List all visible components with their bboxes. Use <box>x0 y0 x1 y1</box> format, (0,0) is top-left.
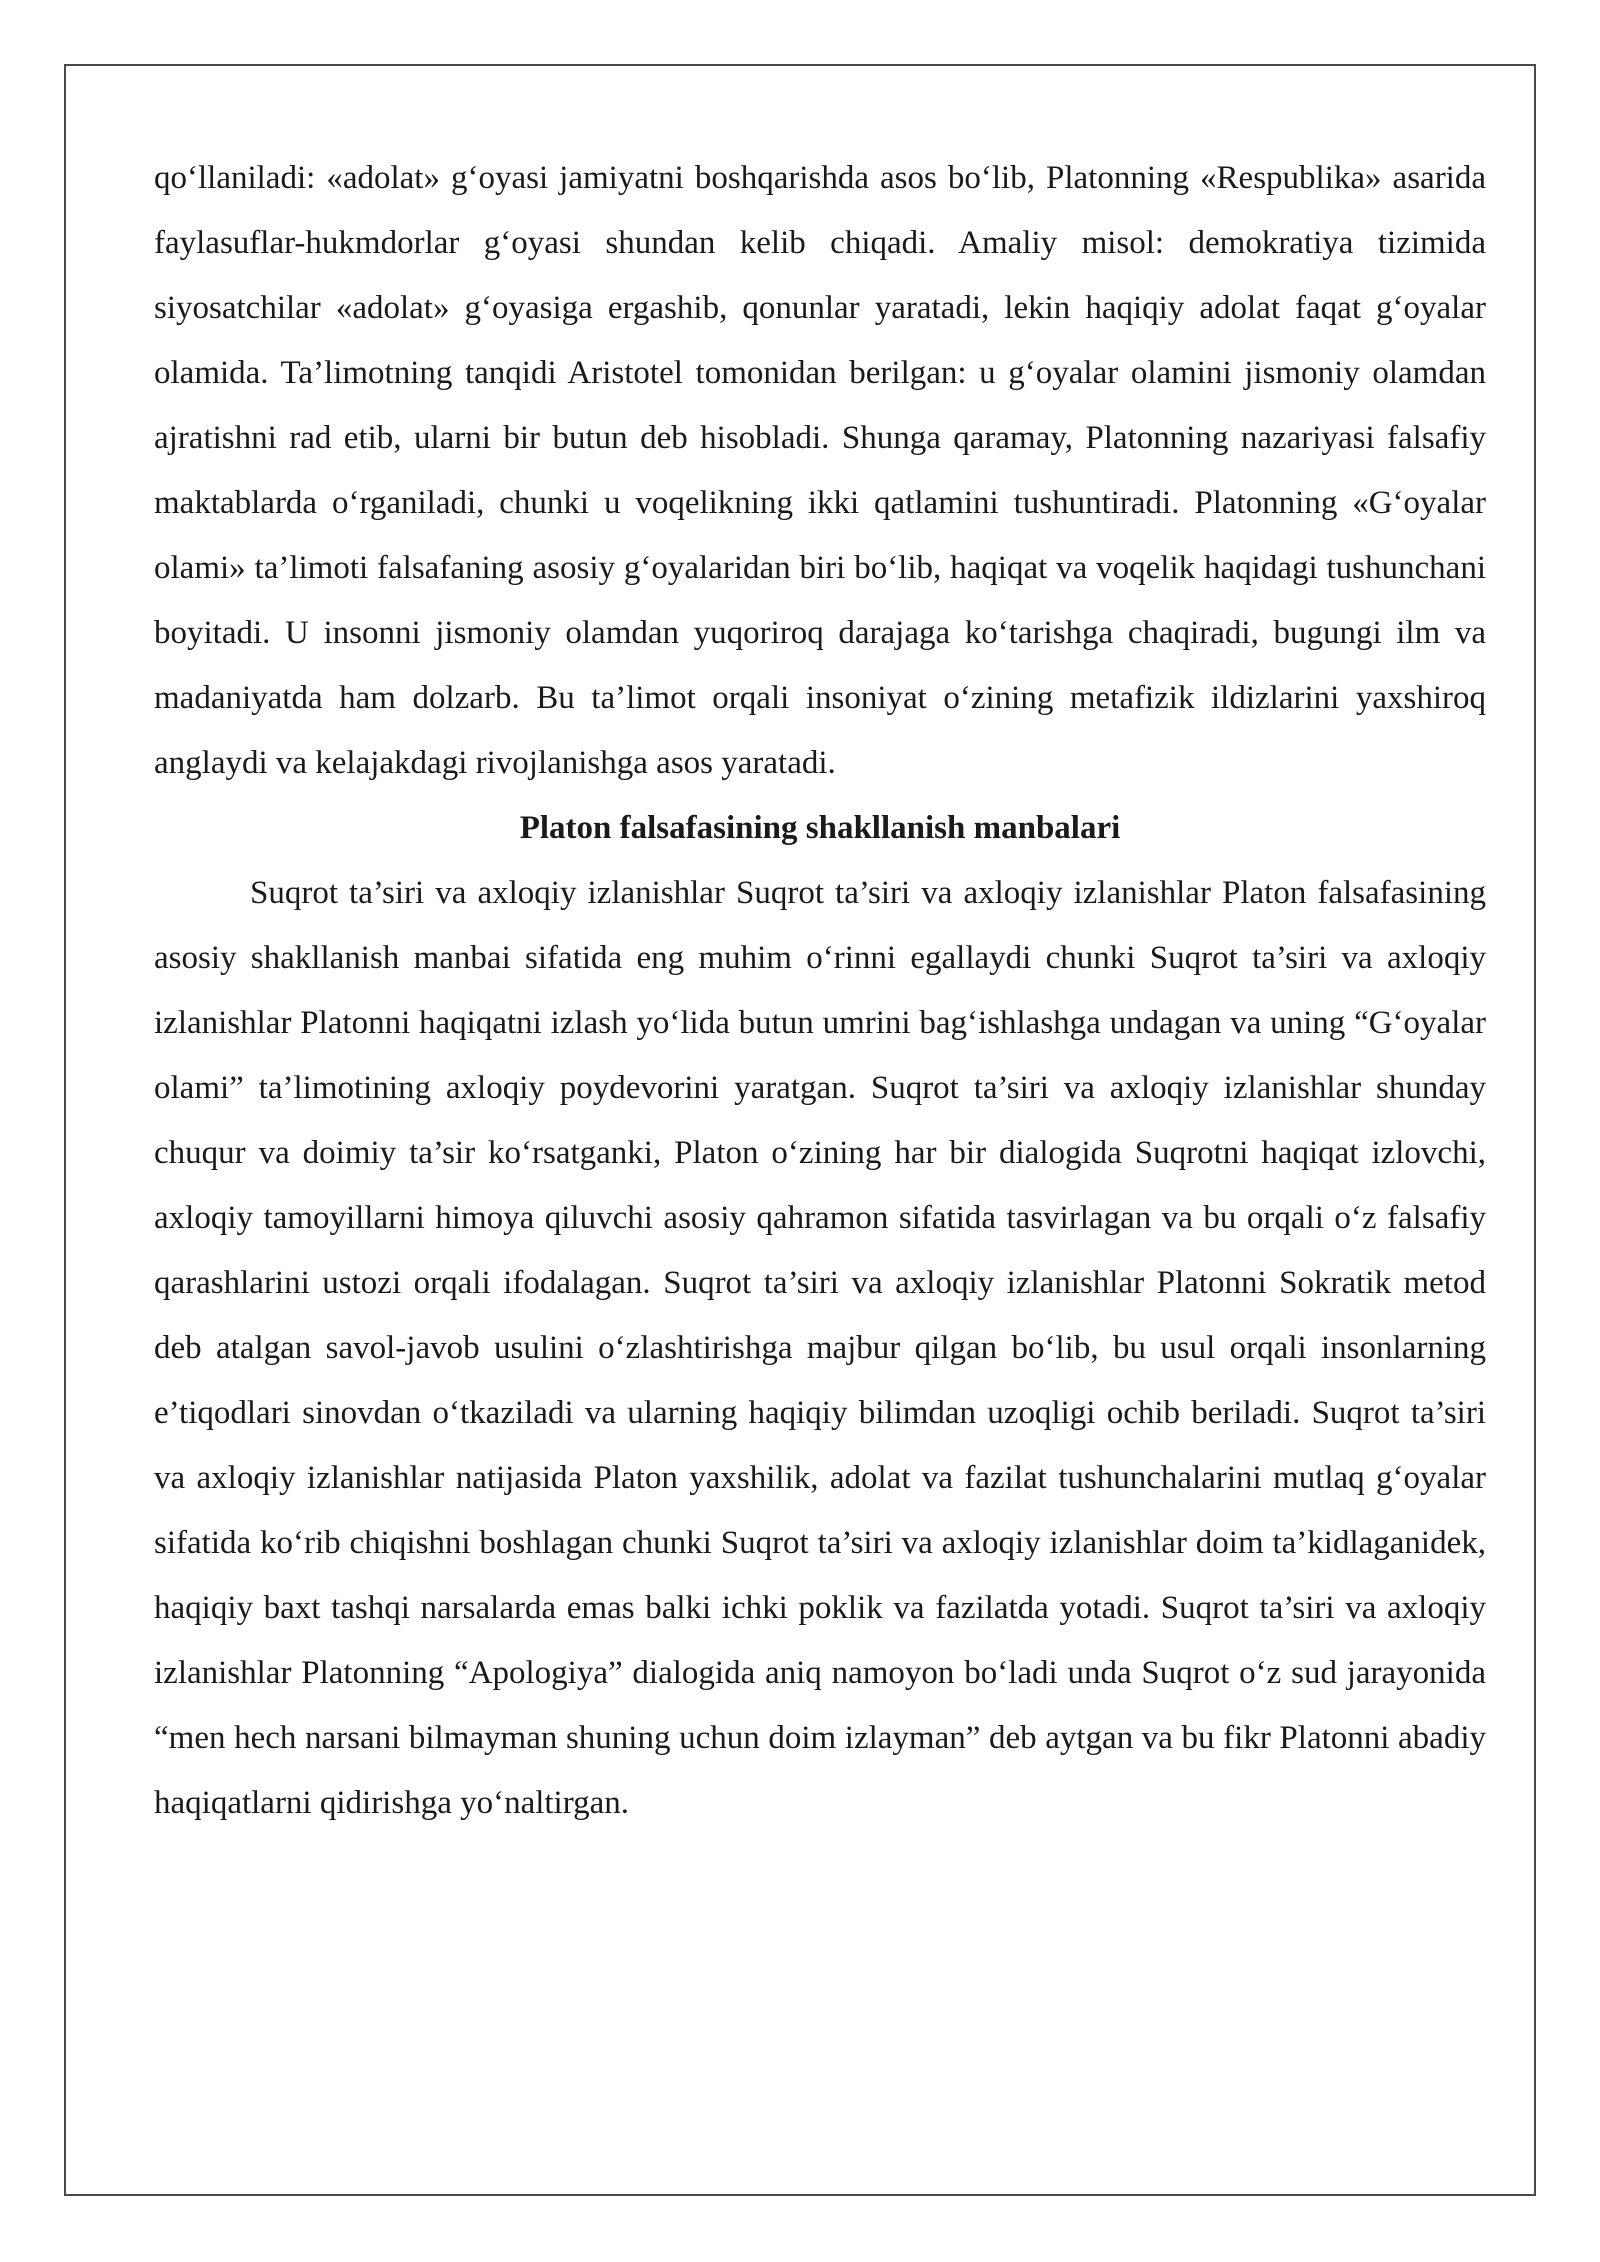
body-paragraph: Suqrot ta’siri va axloqiy izlanishlar Suqrot ta’siri va axloqiy izlanishlar Platon falsafasining asosiy shakllanish manbai sifatida eng muhim o‘rinni egallaydi chunki Suqrot ta’siri va axloqiy izlanishlar Platonni haqiqatni izlash yo‘lida butun umrini bag‘ishlashga undagan va uning “G‘oyalar olami” ta’limotining axloqiy poydevorini yaratgan. Suqrot ta’siri va axloqiy izlanishlar shunday chuqur va doimiy ta’sir ko‘rsatganki, Platon o‘zining har bir dialogida Suqrotni haqiqat izlovchi, axloqiy tamoyillarni himoya qiluvchi asosiy qahramon sifatida tasvirlagan va bu orqali o‘z falsafiy qarashlarini ustozi orqali ifodalagan. Suqrot ta’siri va axloqiy izlanishlar Platonni Sokratik metod deb atalgan savol-javob usulini o‘zlashtirishga majbur qilgan bo‘lib, bu usul orqali insonlarning e’tiqodlari sinovdan o‘tkaziladi va ularning haqiqiy bilimdan uzoqligi ochib beriladi. Suqrot ta’siri va axloqiy izlanishlar natijasida Platon yaxshilik, adolat va fazilat tushunchalarini mutlaq g‘oyalar sifatida ko‘rib chiqishni boshlagan chunki Suqrot ta’siri va axloqiy izlanishlar doim ta’kidlaganidek, haqiqiy baxt tashqi narsalarda emas balki ichki poklik va fazilatda yotadi. Suqrot ta’siri va axloqiy izlanishlar Platonning “Apologiya” dialogida aniq namoyon bo‘ladi unda Suqrot o‘z sud jarayonida “men hech narsani bilmayman shuning uchun doim izlayman” deb aytgan va bu fikr Platonni abadiy haqiqatlarni qidirishga yo‘naltirgan. <box>154 875 1486 1821</box>
body-paragraph: qo‘llaniladi: «adolat» g‘oyasi jamiyatni boshqarishda asos bo‘lib, Platonning «Respublika» asarida faylasuflar-hukmdorlar g‘oyasi shundan kelib chiqadi. Amaliy misol: demokratiya tizimida siyosatchilar «adolat» g‘oyasiga ergashib, qonunlar yaratadi, lekin haqiqiy adolat faqat g‘oyalar olamida. Ta’limotning tanqidi Aristotel tomonidan berilgan: u g‘oyalar olamini jismoniy olamdan ajratishni rad etib, ularni bir butun deb hisobladi. Shunga qaramay, Platonning nazariyasi falsafiy maktablarda o‘rganiladi, chunki u voqelikning ikki qatlamini tushuntiradi. Platonning «G‘oyalar olami» ta’limoti falsafaning asosiy g‘oyalaridan biri bo‘lib, haqiqat va voqelik haqidagi tushunchani boyitadi. U insonni jismoniy olamdan yuqoriroq darajaga ko‘tarishga chaqiradi, bugungi ilm va madaniyatda ham dolzarb. Bu ta’limot orqali insoniyat o‘zining metafizik ildizlarini yaxshiroq anglaydi va kelajakdagi rivojlanishga asos yaratadi. <box>154 160 1486 781</box>
section-heading: Platon falsafasining shakllanish manbalari <box>519 810 1121 846</box>
document-body <box>154 146 1486 1836</box>
